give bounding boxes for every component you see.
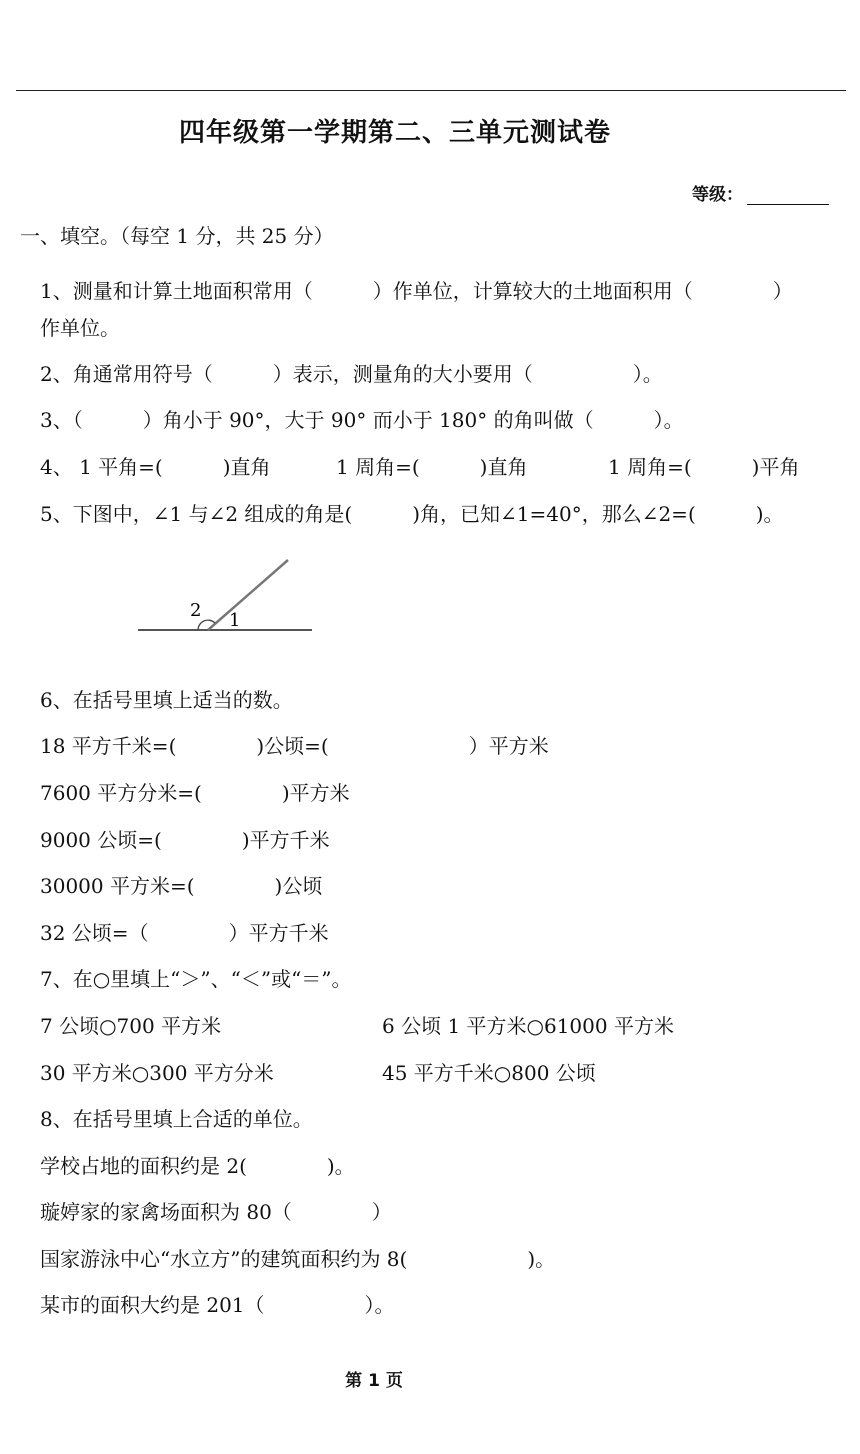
grade-blank[interactable]	[747, 186, 829, 205]
page-title: 四年级第一学期第二、三单元测试卷	[178, 118, 611, 148]
question-7: 7、在○里填上“＞”、“＜”或“＝”。	[40, 967, 352, 991]
question-6-item: 32 公顷=（ ）平方千米	[40, 921, 329, 945]
question-7-item-right: 6 公顷 1 平方米○61000 平方米	[382, 1014, 674, 1038]
question-2: 2、角通常用符号（ ）表示，测量角的大小要用（ ）。	[40, 362, 663, 386]
question-1-line-1: 1、测量和计算土地面积常用（ ）作单位，计算较大的土地面积用（ ）	[40, 279, 793, 303]
page-number: 第 1 页	[345, 1371, 403, 1391]
question-3: 3、（ ）角小于 90°，大于 90° 而小于 180° 的角叫做（ ）。	[40, 408, 684, 432]
question-4-part-c: 1 周角=( )平角	[608, 455, 800, 479]
question-6-item: 7600 平方分米=( )平方米	[40, 781, 350, 805]
question-6: 6、在括号里填上适当的数。	[40, 688, 293, 712]
angle-1-label: 1	[229, 610, 241, 631]
section-1-heading: 一、填空。（每空 1 分，共 25 分）	[20, 224, 334, 248]
question-8: 8、在括号里填上合适的单位。	[40, 1107, 313, 1131]
ray-line	[208, 560, 288, 630]
question-6-item: 30000 平方米=( )公顷	[40, 874, 323, 898]
question-7-item-left: 7 公顷○700 平方米	[40, 1014, 222, 1038]
question-6-item: 18 平方千米=( )公顷=( ）平方米	[40, 734, 549, 758]
question-8-item: 学校占地的面积约是 2( )。	[40, 1154, 355, 1178]
question-8-item: 国家游泳中心“水立方”的建筑面积约为 8( )。	[40, 1247, 556, 1271]
grade-field	[692, 180, 829, 205]
top-rule	[16, 90, 846, 91]
question-6-item: 9000 公顷=( )平方千米	[40, 828, 330, 852]
question-7-item-left: 30 平方米○300 平方分米	[40, 1061, 274, 1085]
grade-label: 等级：	[692, 185, 743, 205]
question-7-item-right: 45 平方千米○800 公顷	[382, 1061, 596, 1085]
question-1-line-2: 作单位。	[40, 316, 120, 340]
question-8-item: 某市的面积大约是 201（ ）。	[40, 1293, 395, 1317]
question-5: 5、下图中，∠1 与∠2 组成的角是( )角，已知∠1=40°，那么∠2=( )。	[40, 502, 784, 526]
question-4-part-a: 4、 1 平角=( )直角	[40, 455, 271, 479]
angle-2-label: 2	[190, 600, 202, 621]
question-4-part-b: 1 周角=( )直角	[336, 455, 528, 479]
question-8-item: 璇婷家的家禽场面积为 80（ ）	[40, 1200, 392, 1224]
angle-figure	[130, 552, 330, 642]
